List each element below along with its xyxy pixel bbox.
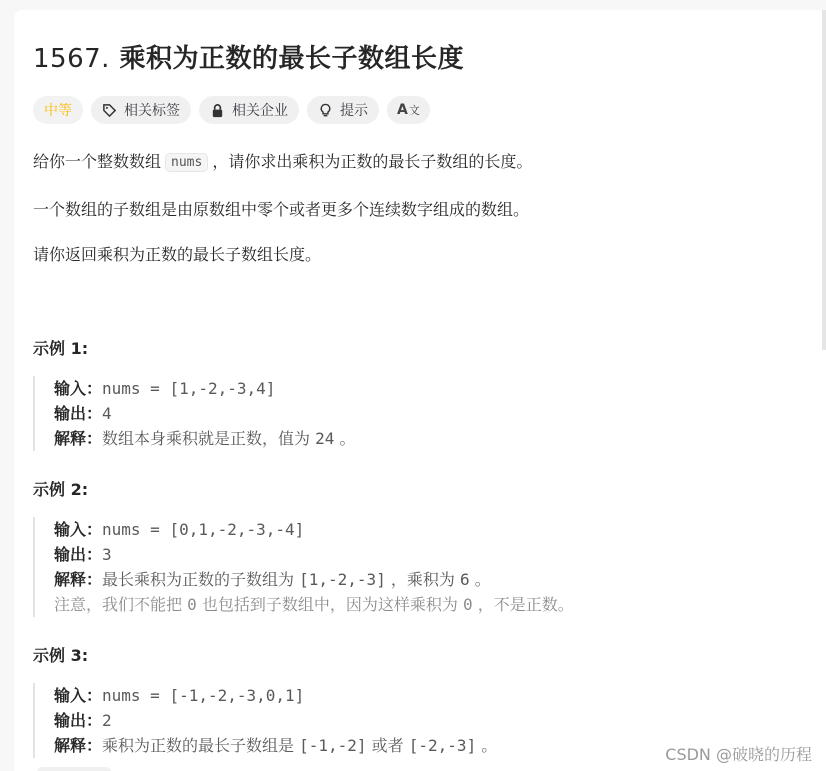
difficulty-badge[interactable] bbox=[33, 96, 83, 124]
translate-icon-sub: 文 bbox=[408, 104, 420, 117]
output-value: 4 bbox=[102, 404, 112, 423]
explain-code: [-2,-3] bbox=[408, 736, 477, 755]
description-paragraph-1 bbox=[33, 149, 532, 172]
input-label: 输入： bbox=[54, 686, 103, 705]
inline-code: nums bbox=[165, 153, 208, 172]
example-explain-line bbox=[54, 426, 356, 451]
related-tags-button[interactable] bbox=[91, 96, 191, 124]
problem-number: 1567. bbox=[33, 44, 110, 74]
explain-code: 6 bbox=[460, 570, 470, 589]
example-input-line bbox=[54, 517, 574, 542]
explain-code: [-1,-2] bbox=[299, 736, 367, 755]
related-tags-label: 相关标签 bbox=[124, 103, 180, 119]
description-text: ，请你求出乘积为正数的最长子数组的长度。 bbox=[212, 152, 533, 171]
description-paragraph-3: 请你返回乘积为正数的最长子数组长度。 bbox=[33, 245, 322, 264]
explain-code: 24 bbox=[315, 429, 335, 448]
example-output-line bbox=[54, 401, 356, 426]
difficulty-label: 中等 bbox=[44, 103, 72, 119]
explain-text: ，乘积为 bbox=[390, 570, 455, 589]
example-explain-line bbox=[54, 567, 574, 592]
description-text: 给你一个整数数组 bbox=[33, 152, 162, 171]
translate-button[interactable] bbox=[387, 96, 430, 124]
tag-icon bbox=[102, 103, 117, 118]
translate-icon: A bbox=[397, 102, 408, 118]
example-output-line bbox=[54, 542, 574, 567]
note-text: 也包括到子数组中，因为这样乘积为 bbox=[201, 595, 458, 614]
explain-text: 。 bbox=[339, 429, 356, 448]
example-note-line bbox=[54, 592, 574, 617]
explain-text: 或者 bbox=[371, 736, 404, 755]
output-label: 输出： bbox=[54, 404, 103, 423]
explain-text: 。 bbox=[474, 570, 491, 589]
output-value: 3 bbox=[102, 545, 112, 564]
scrollbar[interactable] bbox=[822, 10, 826, 350]
input-value: nums = [-1,-2,-3,0,1] bbox=[102, 686, 305, 705]
problem-title: 乘积为正数的最长子数组长度 bbox=[119, 44, 465, 74]
output-value: 2 bbox=[102, 711, 112, 730]
output-label: 输出： bbox=[54, 711, 103, 730]
input-value: nums = [0,1,-2,-3,-4] bbox=[102, 520, 305, 539]
example-3-title: 示例 3: bbox=[33, 646, 89, 665]
example-input-line bbox=[54, 683, 497, 708]
explain-text: 。 bbox=[481, 736, 498, 755]
explain-text: 数组本身乘积就是正数，值为 bbox=[102, 429, 311, 448]
explain-code: [1,-2,-3] bbox=[299, 570, 386, 589]
example-1-block bbox=[33, 376, 356, 451]
lightbulb-icon bbox=[318, 103, 333, 118]
note-code: 0 bbox=[187, 595, 197, 614]
explain-text: 乘积为正数的最长子数组是 bbox=[102, 736, 295, 755]
input-label: 输入： bbox=[54, 379, 103, 398]
bottom-tag-stub bbox=[36, 767, 112, 771]
description-paragraph-2: 一个数组的子数组是由原数组中零个或者更多个连续数字组成的数组。 bbox=[33, 200, 530, 219]
page-title bbox=[33, 38, 464, 75]
related-companies-button[interactable] bbox=[199, 96, 299, 124]
example-3-block bbox=[33, 683, 497, 758]
input-value: nums = [1,-2,-3,4] bbox=[102, 379, 276, 398]
example-2-title: 示例 2: bbox=[33, 480, 89, 499]
tag-row bbox=[33, 96, 430, 124]
watermark: CSDN @破晓的历程 bbox=[665, 745, 812, 764]
example-input-line bbox=[54, 376, 356, 401]
hint-label: 提示 bbox=[340, 103, 368, 119]
lock-icon bbox=[210, 103, 225, 118]
example-explain-line bbox=[54, 733, 497, 758]
example-output-line bbox=[54, 708, 497, 733]
explain-label: 解释： bbox=[54, 429, 103, 448]
hint-button[interactable] bbox=[307, 96, 379, 124]
note-text: 注意，我们不能把 bbox=[54, 595, 183, 614]
problem-panel bbox=[14, 10, 826, 771]
explain-label: 解释： bbox=[54, 570, 103, 589]
explain-text: 最长乘积为正数的子数组为 bbox=[102, 570, 295, 589]
explain-label: 解释： bbox=[54, 736, 103, 755]
note-text: ，不是正数。 bbox=[477, 595, 574, 614]
note-code: 0 bbox=[462, 595, 473, 614]
input-label: 输入： bbox=[54, 520, 103, 539]
example-2-block bbox=[33, 517, 574, 617]
output-label: 输出： bbox=[54, 545, 103, 564]
example-1-title: 示例 1: bbox=[33, 339, 89, 358]
related-companies-label: 相关企业 bbox=[232, 103, 288, 119]
